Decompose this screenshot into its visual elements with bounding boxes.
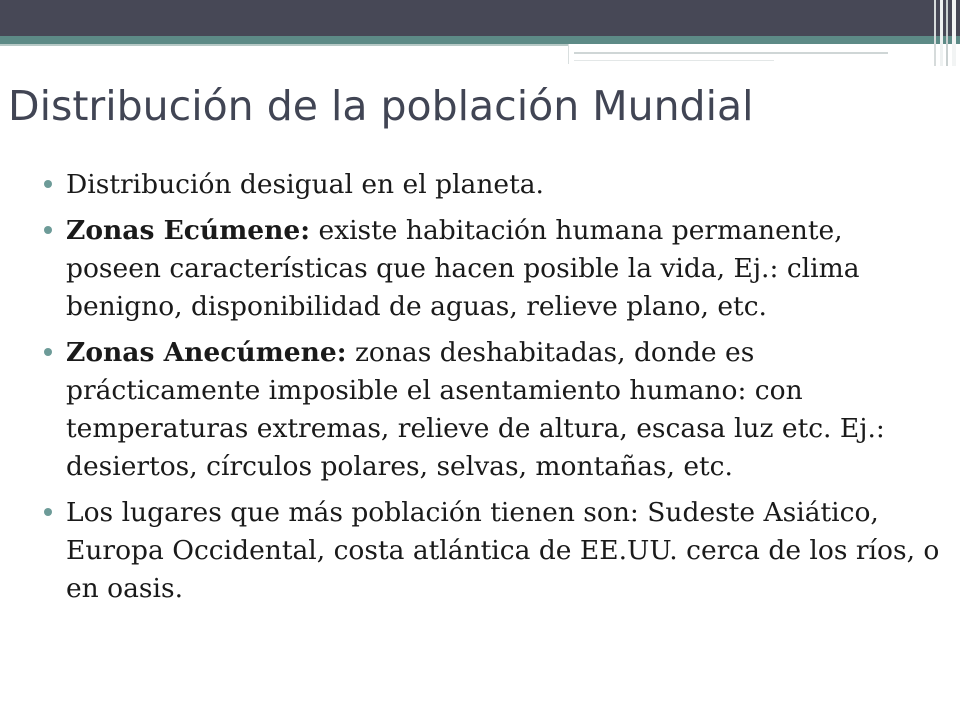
decor-bar — [952, 0, 956, 66]
bullet-text: Los lugares que más población tienen son: Sudeste Asiático, Europa Occidental, costa atlántica de EE.UU. cerca de los ríos, o en oasis. — [66, 497, 940, 604]
header-banner — [0, 0, 960, 36]
decor-bar — [934, 0, 936, 66]
header-tab-decoration — [568, 44, 779, 64]
bullet-item — [44, 494, 944, 608]
bullet-item — [44, 334, 944, 486]
header-right-bars — [930, 0, 960, 66]
decor-bar — [940, 0, 943, 66]
header-tab-line — [574, 52, 888, 54]
bullet-bold-term: Zonas Ecúmene: — [66, 215, 311, 246]
header-light-stripe — [0, 44, 575, 46]
bullet-text: existe habitación humana permanente, poseen características que hacen posible la vida, Ej.: clima benigno, disponibilidad de aguas, relieve plano, etc. — [66, 215, 860, 322]
header-tab-line-secondary — [574, 60, 774, 61]
bullet-icon — [44, 348, 52, 356]
bullet-bold-term: Zonas Anecúmene: — [66, 337, 347, 368]
bullet-icon — [44, 180, 52, 188]
bullet-text: zonas deshabitadas, donde es prácticamente imposible el asentamiento humano: con temperaturas extremas, relieve de altura, escasa luz etc. Ej.: desiertos, círculos polares, selvas, montañas, etc. — [66, 337, 885, 482]
bullet-icon — [44, 508, 52, 516]
header-accent-stripe — [0, 36, 960, 44]
slide-title: Distribución de la población Mundial — [8, 82, 754, 130]
bullet-text: Distribución desigual en el planeta. — [66, 169, 544, 200]
bullet-icon — [44, 226, 52, 234]
bullet-list — [44, 166, 944, 616]
bullet-item — [44, 212, 944, 326]
bullet-item — [44, 166, 944, 204]
decor-bar — [946, 0, 948, 66]
